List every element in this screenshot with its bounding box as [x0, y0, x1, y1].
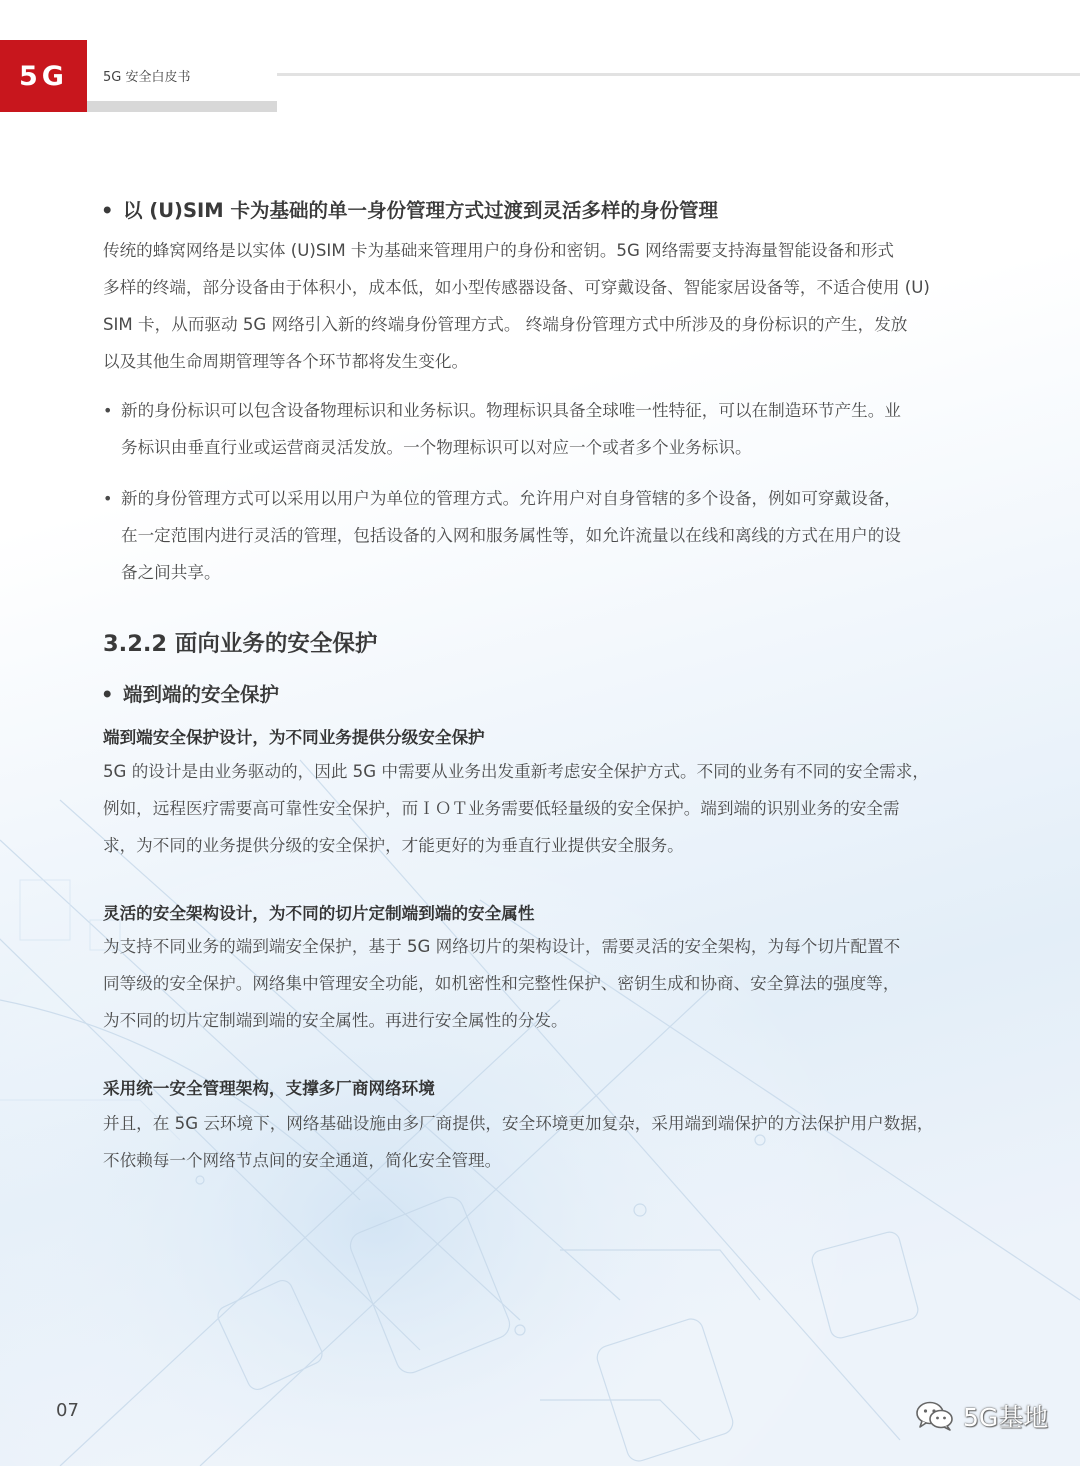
- paragraph-line: 同等级的安全保护。网络集中管理安全功能，如机密性和完整性保护、密钥生成和协商、安全算法的强度等，: [103, 974, 900, 993]
- bullet-item-management: [103, 480, 980, 591]
- wechat-icon: [915, 1400, 955, 1432]
- bullet-dot: •: [101, 683, 114, 706]
- bullet-line: 备之间共享。: [121, 563, 221, 582]
- paragraph-line: 传统的蜂窝网络是以实体 (U)SIM 卡为基础来管理用户的身份和密钥。5G 网络需要支持海量智能设备和形式: [103, 241, 895, 260]
- bullet-dot: •: [101, 199, 114, 222]
- paragraph-line: 多样的终端，部分设备由于体积小，成本低，如小型传感器设备、可穿戴设备、智能家居设备等，不适合使用 (U): [103, 278, 930, 297]
- paragraph-line: 5G 的设计是由业务驱动的，因此 5G 中需要从业务出发重新考虑安全保护方式。不同的业务有不同的安全需求，: [103, 762, 929, 781]
- paragraph-line: 以及其他生命周期管理等各个环节都将发生变化。: [103, 352, 469, 371]
- bullet-dot: •: [103, 489, 113, 508]
- section1-heading: [103, 195, 980, 223]
- bullet-item-identity: [103, 392, 980, 466]
- paragraph-line: 不依赖每一个网络节点间的安全通道，简化安全管理。: [103, 1151, 502, 1170]
- brand-logo-5g: [0, 40, 87, 112]
- paragraph-line: 为不同的切片定制端到端的安全属性。再进行安全属性的分发。: [103, 1011, 568, 1030]
- block3-paragraph: [103, 1105, 980, 1179]
- wechat-watermark: [915, 1398, 1048, 1434]
- header-underbar: [87, 101, 277, 112]
- paragraph-line: 求，为不同的业务提供分级的安全保护，才能更好的为垂直行业提供安全服务。: [103, 836, 684, 855]
- section-title: 3.2.2 面向业务的安全保护: [103, 631, 378, 657]
- block2-paragraph: [103, 928, 980, 1039]
- paragraph-line: SIM 卡，从而驱动 5G 网络引入新的终端身份管理方式。 终端身份管理方式中所涉及的身份标识的产生，发放: [103, 315, 908, 334]
- bullet-line: 在一定范围内进行灵活的管理，包括设备的入网和服务属性等，如允许流量以在线和离线的方式在用户的设: [121, 526, 901, 545]
- logo-text: 5G: [19, 60, 68, 92]
- block2-subtitle: 灵活的安全架构设计，为不同的切片定制端到端的安全属性: [103, 904, 535, 923]
- bullet-line: 新的身份标识可以包含设备物理标识和业务标识。物理标识具备全球唯一性特征，可以在制造环节产生。业: [121, 401, 901, 420]
- block1-paragraph: [103, 753, 980, 864]
- paragraph-line: 并且，在 5G 云环境下，网络基础设施由多厂商提供，安全环境更加复杂，采用端到端保护的方法保护用户数据，: [103, 1114, 934, 1133]
- section2-heading: [103, 679, 980, 707]
- section1-paragraph: [103, 232, 980, 380]
- page-number: 07: [56, 1400, 79, 1421]
- watermark-text: 5G基地: [963, 1403, 1049, 1432]
- document-title: 5G 安全白皮书: [103, 70, 191, 85]
- bullet-dot: •: [103, 401, 113, 420]
- section1-heading-text: 以 (U)SIM 卡为基础的单一身份管理方式过渡到灵活多样的身份管理: [123, 199, 718, 222]
- paragraph-line: 为支持不同业务的端到端安全保护，基于 5G 网络切片的架构设计，需要灵活的安全架构，为每个切片配置不: [103, 937, 901, 956]
- bullet-line: 新的身份管理方式可以采用以用户为单位的管理方式。允许用户对自身管辖的多个设备，例如可穿戴设备，: [121, 489, 901, 508]
- block3-subtitle: 采用统一安全管理架构，支撑多厂商网络环境: [103, 1079, 435, 1098]
- paragraph-line: 例如，远程医疗需要高可靠性安全保护，而ＩＯＴ业务需要低轻量级的安全保护。端到端的识别业务的安全需: [103, 799, 900, 818]
- bullet-line: 务标识由垂直行业或运营商灵活发放。一个物理标识可以对应一个或者多个业务标识。: [121, 438, 752, 457]
- section2-heading-text: 端到端的安全保护: [123, 683, 280, 706]
- block1-subtitle: 端到端安全保护设计，为不同业务提供分级安全保护: [103, 728, 485, 747]
- header-divider: [277, 73, 1080, 76]
